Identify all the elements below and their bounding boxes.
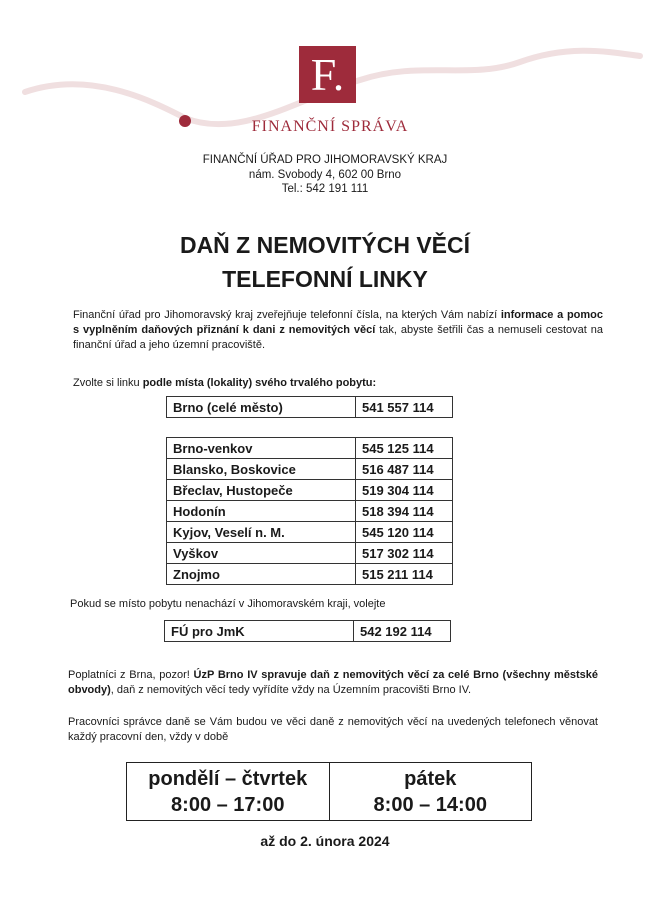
hours-box (126, 762, 532, 821)
friday-label: pátek (404, 768, 457, 790)
regions-phone-table (166, 437, 453, 585)
choose-text: Zvolte si linku (73, 377, 143, 389)
fu-place: FÚ pro JmK (165, 621, 354, 642)
region-place: Kyjov, Veselí n. M. (167, 522, 356, 543)
table-row (165, 621, 451, 642)
region-number: 516 487 114 (356, 459, 453, 480)
hours-friday (329, 763, 532, 820)
weekdays-label: pondělí – čtvrtek (148, 768, 308, 790)
region-place: Znojmo (167, 564, 356, 585)
region-place: Blansko, Boskovice (167, 459, 356, 480)
region-number: 545 125 114 (356, 438, 453, 459)
weekdays-time: 8:00 – 17:00 (171, 794, 285, 816)
hours-weekdays (127, 763, 329, 820)
brno-place: Brno (celé město) (167, 397, 356, 418)
brno-phone-table (166, 396, 453, 418)
brno-notice (68, 668, 598, 698)
region-number: 519 304 114 (356, 480, 453, 501)
staff-paragraph: Pracovníci správce daně se Vám budou ve věci daně z nemovitých věcí na uvedených telefonech věnovat každý pracovní den, vždy v době (68, 716, 598, 743)
intro-text-1: Finanční úřad pro Jihomoravský kraj zveřejňuje telefonní čísla, na kterých Vám nabízí (73, 309, 501, 321)
notice-bold: ÚzP Brno IV spravuje daň z nemovitých věcí za celé Brno (všechny městské obvody) (68, 669, 598, 696)
region-place: Hodonín (167, 501, 356, 522)
intro-text-2: tak, abyste šetřili čas a nemuseli cestovat na finanční úřad a jeho územní pracoviště. (73, 324, 603, 351)
office-name: FINANČNÍ ÚŘAD PRO JIHOMORAVSKÝ KRAJ (202, 154, 448, 166)
region-place: Břeclav, Hustopeče (167, 480, 356, 501)
region-number: 545 120 114 (356, 522, 453, 543)
brno-number: 541 557 114 (356, 397, 453, 418)
title-line-2: TELEFONNÍ LINKY (222, 266, 428, 292)
notice-text-1: Poplatníci z Brna, pozor! (68, 669, 194, 681)
choose-bold: podle místa (lokality) svého trvalého pobytu: (142, 377, 377, 389)
table-row (167, 543, 453, 564)
office-address: nám. Svobody 4, 602 00 Brno (248, 169, 402, 181)
table-row (167, 522, 453, 543)
region-number: 517 302 114 (356, 543, 453, 564)
notice-text-2: , daň z nemovitých věcí tedy vyřídíte vždy na Územním pracovišti Brno IV. (110, 684, 472, 696)
friday-time: 8:00 – 14:00 (373, 794, 487, 816)
table-row (167, 501, 453, 522)
region-number: 518 394 114 (356, 501, 453, 522)
region-place: Brno-venkov (167, 438, 356, 459)
choose-line (73, 376, 603, 391)
region-place: Vyškov (167, 543, 356, 564)
logo-mark: F. (299, 46, 356, 103)
deadline: až do 2. února 2024 (260, 833, 390, 849)
fu-number: 542 192 114 (354, 621, 451, 642)
title-line-1: DAŇ Z NEMOVITÝCH VĚCÍ (179, 232, 471, 258)
logo-name: FINANČNÍ SPRÁVA (251, 118, 409, 135)
office-phone: Tel.: 542 191 111 (281, 183, 369, 195)
table-row (167, 480, 453, 501)
intro-paragraph (73, 308, 603, 353)
region-number: 515 211 114 (356, 564, 453, 585)
table-row (167, 397, 453, 418)
table-row (167, 564, 453, 585)
else-note: Pokud se místo pobytu nenachází v Jihomoravském kraji, volejte (70, 598, 386, 610)
table-row (167, 459, 453, 480)
intro-bold: informace a pomoc s vyplněním daňových přiznání k dani z nemovitých věcí (73, 309, 604, 336)
table-row (167, 438, 453, 459)
fu-phone-table (164, 620, 451, 642)
